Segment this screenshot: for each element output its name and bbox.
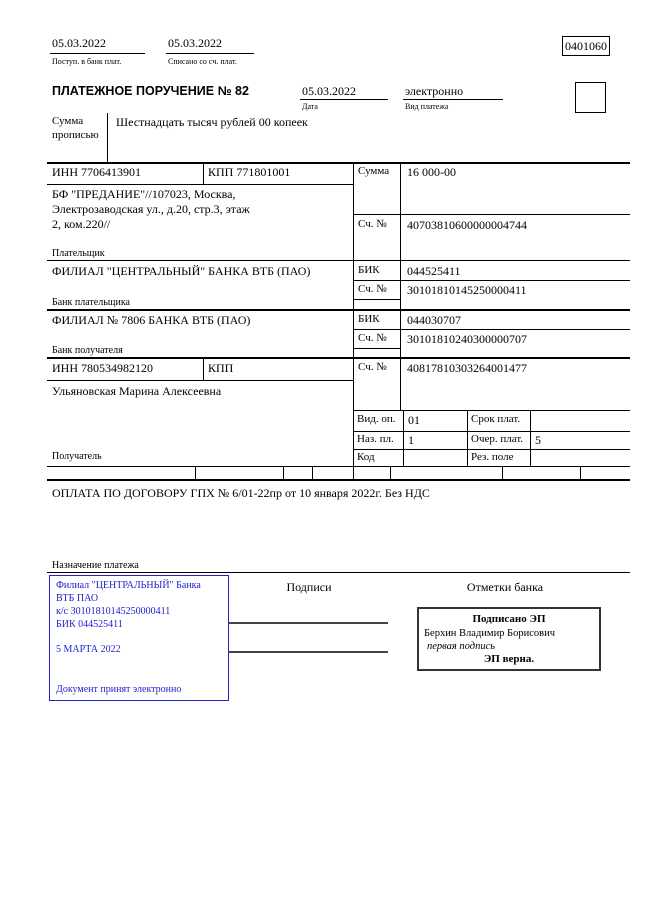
esign-verified: ЭП верна. [483, 653, 535, 665]
cell-divider [502, 466, 503, 479]
received-date-label: Поступ. в банк плат. [52, 57, 122, 66]
signature-line-1 [228, 622, 388, 624]
bank-marks-header: Отметки банка [466, 580, 544, 594]
payer-account-value: 40703810600000004744 [407, 218, 527, 232]
bank-stamp-line-4: БИК 044525411 [56, 619, 123, 630]
payee-bank-section-label: Банк получателя [52, 345, 123, 356]
table-line [47, 309, 630, 311]
table-line [353, 280, 630, 281]
field-ocher-plat-value: 5 [535, 433, 541, 447]
table-line [353, 214, 630, 215]
payer-bank-bik-value: 044525411 [407, 264, 461, 278]
payer-name-line-3: 2, ком.220// [52, 217, 111, 231]
table-line [47, 466, 630, 467]
cell-divider [390, 466, 391, 479]
table-line [353, 299, 400, 300]
payee-section-label: Получатель [52, 451, 102, 462]
table-line [353, 329, 630, 330]
table-line [47, 380, 353, 381]
payee-account-label: Сч. № [358, 361, 387, 373]
table-line [47, 357, 630, 359]
payer-bank-account-label: Сч. № [358, 283, 387, 295]
debited-date-underline [166, 53, 254, 54]
doc-date: 05.03.2022 [302, 84, 356, 98]
doc-date-underline [300, 99, 388, 100]
payment-type-box [575, 82, 606, 113]
payer-section-label: Плательщик [52, 248, 105, 259]
esign-sub: первая подпись [427, 641, 496, 652]
bank-stamp-line-1: Филиал "ЦЕНТРАЛЬНЫЙ" Банка [56, 580, 201, 591]
field-naz-pl-value: 1 [408, 433, 414, 447]
table-line [353, 431, 630, 432]
payment-type-label: Вид платежа [405, 102, 449, 111]
table-line [353, 449, 630, 450]
cell-divider [467, 410, 468, 466]
payer-kpp: КПП 771801001 [208, 165, 291, 179]
amount-words-label-1: Сумма [52, 115, 84, 127]
payer-account-label: Сч. № [358, 218, 387, 230]
bank-stamp-date: 5 МАРТА 2022 [56, 644, 121, 655]
received-date: 05.03.2022 [52, 36, 106, 50]
payment-type: электронно [405, 84, 464, 98]
payee-name: Ульяновская Марина Алексеевна [52, 384, 222, 398]
debited-date-label: Списано со сч. плат. [168, 57, 237, 66]
payee-bank-account-value: 30101810240300000707 [407, 332, 527, 346]
cell-divider [580, 466, 581, 479]
payee-bank-name: ФИЛИАЛ № 7806 БАНКА ВТБ (ПАО) [52, 313, 251, 327]
bank-stamp-accepted: Документ принят электронно [56, 684, 182, 695]
payee-inn: ИНН 780534982120 [52, 361, 153, 375]
payee-bank-account-label: Сч. № [358, 332, 387, 344]
field-naz-pl-label: Наз. пл. [357, 433, 394, 445]
purpose-label: Назначение платежа [52, 560, 139, 571]
field-rez-pole-label: Рез. поле [471, 451, 514, 463]
table-line [47, 162, 630, 164]
form-code-box: 0401060 [562, 36, 610, 56]
bank-stamp-line-3: к/с 30101810145250000411 [56, 606, 171, 617]
field-srok-plat-label: Срок плат. [471, 413, 521, 425]
table-line [47, 260, 630, 261]
table-line [47, 572, 630, 573]
amount-label: Сумма [358, 165, 390, 177]
table-line [47, 479, 630, 481]
debited-date: 05.03.2022 [168, 36, 222, 50]
bank-stamp [49, 575, 229, 701]
payee-bank-bik-value: 044030707 [407, 313, 461, 327]
payee-bank-bik-label: БИК [358, 313, 380, 325]
doc-date-label: Дата [302, 102, 318, 111]
payer-inn: ИНН 7706413901 [52, 165, 141, 179]
amount-words-label-2: прописью [52, 129, 99, 141]
field-ocher-plat-label: Очер. плат. [471, 433, 524, 445]
payment-type-underline [403, 99, 503, 100]
cell-divider [530, 410, 531, 466]
field-vid-op-value: 01 [408, 413, 420, 427]
field-vid-op-label: Вид. оп. [357, 413, 396, 425]
table-line [353, 348, 400, 349]
payer-bank-name: ФИЛИАЛ "ЦЕНТРАЛЬНЫЙ" БАНКА ВТБ (ПАО) [52, 264, 311, 278]
amount-value: 16 000-00 [407, 165, 456, 179]
cell-divider [195, 466, 196, 479]
payee-account-value: 40817810303264001477 [407, 361, 527, 375]
purpose-text: ОПЛАТА ПО ДОГОВОРУ ГПХ № 6/01-22пр от 10 января 2022г. Без НДС [52, 486, 430, 500]
signatures-header: Подписи [286, 580, 332, 594]
table-line [400, 162, 401, 410]
doc-title: ПЛАТЕЖНОЕ ПОРУЧЕНИЕ № 82 [52, 84, 249, 98]
amount-words-divider [107, 113, 108, 162]
payer-name-line-2: Электрозаводская ул., д.20, стр.3, этаж [52, 202, 250, 216]
signature-line-2 [228, 651, 388, 653]
payer-bank-account-value: 30101810145250000411 [407, 283, 527, 297]
esign-signer: Берхин Владимир Борисович [424, 628, 555, 639]
cell-divider [312, 466, 313, 479]
cell-divider [403, 410, 404, 466]
table-line [47, 184, 353, 185]
received-date-underline [50, 53, 145, 54]
payer-name-line-1: БФ "ПРЕДАНИЕ"//107023, Москва, [52, 187, 236, 201]
cell-divider [203, 162, 204, 184]
table-line [353, 410, 630, 411]
bank-stamp-line-2: ВТБ ПАО [56, 593, 99, 604]
payer-bank-section-label: Банк плательщика [52, 297, 130, 308]
esign-stamp [417, 607, 601, 671]
amount-words-value: Шестнадцать тысяч рублей 00 копеек [116, 115, 308, 129]
cell-divider [203, 359, 204, 380]
payer-bank-bik-label: БИК [358, 264, 380, 276]
esign-title: Подписано ЭП [472, 613, 546, 625]
field-kod-label: Код [357, 451, 375, 463]
payee-kpp: КПП [208, 361, 234, 375]
cell-divider [283, 466, 284, 479]
